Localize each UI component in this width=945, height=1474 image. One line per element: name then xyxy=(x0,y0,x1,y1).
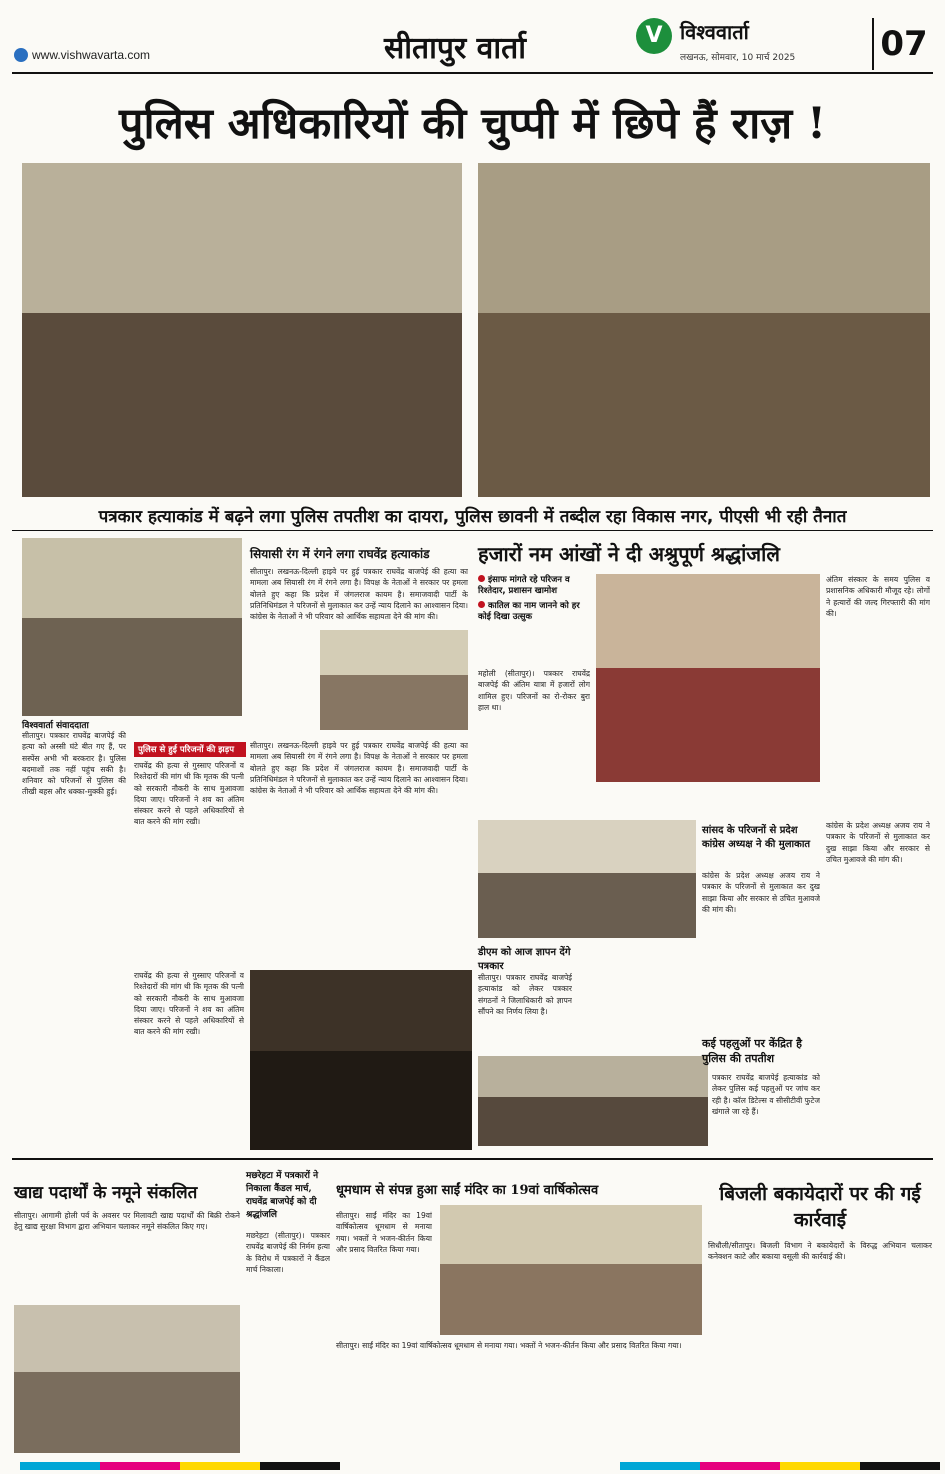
story4-headline: सांसद के परिजनों से प्रदेश कांग्रेस अध्यक्ष ने की मुलाकात xyxy=(702,825,811,850)
story2-body-top: सीतापुर। लखनऊ-दिल्ली हाइवे पर हुई पत्रकार राघवेंद्र बाजपेई की हत्या का मामला अब सियासी रंग में रंगने लगा है। विपक्ष के नेताओं ने सरकार पर हमला बोलते हुए कहा कि प्रदेश में जंगलराज कायम है। समाजवादी पार्टी के प्रतिनिधिमंडल ने परिजनों से मुलाकात कर उन्हें न्याय दिलाने का आश्वासन दिया। कांग्रेस के नेताओं ने भी परिवार को आर्थिक सहायता देने की मांग की। xyxy=(250,567,468,622)
registration-mark xyxy=(100,1462,180,1470)
story4-photo xyxy=(478,820,696,938)
story1-photo xyxy=(22,538,242,716)
story2-body: सीतापुर। लखनऊ-दिल्ली हाइवे पर हुई पत्रकार राघवेंद्र बाजपेई की हत्या का मामला अब सियासी रंग में रंगने लगा है। विपक्ष के नेताओं ने सरकार पर हमला बोलते हुए कहा कि प्रदेश में जंगलराज कायम है। समाजवादी पार्टी के प्रतिनिधिमंडल ने परिजनों से मुलाकात कर उन्हें न्याय दिलाने का आश्वासन दिया। कांग्रेस के नेताओं ने भी परिवार को आर्थिक सहायता देने की मांग की। xyxy=(250,741,468,796)
registration-mark xyxy=(620,1462,700,1470)
lead-caption: पत्रकार हत्याकांड में बढ़ने लगा पुलिस तपतीश का दायरा, पुलिस छावनी में तब्दील रहा विकास नगर, पीएसी भी रही तैनात xyxy=(98,507,847,527)
story3-bullet: कातिल का नाम जानने को हर कोई दिखा उत्सुक xyxy=(478,601,580,622)
story1-byline: विश्ववार्ता संवाददाता xyxy=(22,721,89,731)
story6-headline: कई पहलुओं पर केंद्रित है पुलिस की तपतीश xyxy=(702,1037,802,1065)
bottom-photo-1 xyxy=(14,1305,240,1453)
story1-sub-banner: पुलिस से हुई परिजनों की झड़प xyxy=(134,742,246,757)
story3-photo xyxy=(596,574,820,782)
caption-rule xyxy=(12,530,933,531)
bullet-icon xyxy=(478,601,485,608)
story4-body: कांग्रेस के प्रदेश अध्यक्ष अजय राय ने पत्रकार के परिजनों से मुलाकात कर दुख साझा किया और सरकार से उचित मुआवजे की मांग की। xyxy=(702,871,820,914)
story6-photo xyxy=(478,1056,708,1146)
bottom-body-3b: सीतापुर। साईं मंदिर का 19वां वार्षिकोत्सव धूमधाम से मनाया गया। भक्तों ने भजन-कीर्तन किया और प्रसाद वितरित किया गया। xyxy=(336,1341,682,1350)
story3-bullet: इंसाफ मांगते रहे परिजन व रिश्तेदार, प्रशासन खामोश xyxy=(478,575,570,596)
story1-body-c: राघवेंद्र की हत्या से गुस्साए परिजनों व रिश्तेदारों की मांग थी कि मृतक की पत्नी को सरकारी नौकरी के साथ मुआवजा दिया जाए। परिजनों ने शव का अंतिम संस्कार करने से पहले अधिकारियों से बात करने की मांग रखी। xyxy=(134,971,244,1037)
page-number: 07 xyxy=(872,18,934,70)
bottom-headline-2: मछरेहटा में पत्रकारों ने निकाला कैंडल मार्च, राघवेंद्र बाजपेई को दी श्रद्धांजलि xyxy=(246,1171,319,1220)
story3-headline: हजारों नम आंखों ने दी अश्रुपूर्ण श्रद्धांजलि xyxy=(478,542,780,566)
globe-icon xyxy=(14,48,28,62)
story4-body-continued: कांग्रेस के प्रदेश अध्यक्ष अजय राय ने पत्रकार के परिजनों से मुलाकात कर दुख साझा किया और सरकार से उचित मुआवजे की मांग की। xyxy=(826,821,930,864)
bottom-rule xyxy=(12,1158,933,1160)
lead-headline: पुलिस अधिकारियों की चुप्पी में छिपे हैं राज़ ! xyxy=(119,99,826,149)
bottom-headline-1: खाद्य पदार्थों के नमूने संकलित xyxy=(14,1183,198,1203)
story5-headline: डीएम को आज ज्ञापन देंगे पत्रकार xyxy=(478,947,571,972)
lead-photo-right xyxy=(478,163,930,497)
bottom-body-1: सीतापुर। आगामी होली पर्व के अवसर पर मिलावटी खाद्य पदार्थों की बिक्री रोकने हेतु खाद्य सुरक्षा विभाग द्वारा अभियान चलाकर नमूने संकलित किए गए। xyxy=(14,1211,240,1232)
registration-mark xyxy=(700,1462,780,1470)
bullet-icon xyxy=(478,575,485,582)
story1-body-b: राघवेंद्र की हत्या से गुस्साए परिजनों व रिश्तेदारों की मांग थी कि मृतक की पत्नी को सरकारी नौकरी के साथ मुआवजा दिया जाए। परिजनों ने शव का अंतिम संस्कार करने से पहले अधिकारियों से बात करने की मांग रखी। xyxy=(134,761,244,827)
bottom-body-4: सिधौली/सीतापुर। बिजली विभाग ने बकायेदारों के विरुद्ध अभियान चलाकर कनेक्शन काटे और बकाया वसूली की कार्रवाई की। xyxy=(708,1241,932,1262)
bottom-headline-4: बिजली बकायेदारों पर की गई कार्रवाई xyxy=(719,1183,921,1231)
lead-photo-left xyxy=(22,163,462,497)
header-rule xyxy=(12,72,933,74)
website-url: www.vishwavarta.com xyxy=(14,48,150,62)
registration-mark xyxy=(780,1462,860,1470)
story5-body: सीतापुर। पत्रकार राघवेंद्र बाजपेई हत्याकांड को लेकर पत्रकार संगठनों ने जिलाधिकारी को ज्ञापन सौंपने का निर्णय लिया है। xyxy=(478,973,572,1016)
story2-headline: सियासी रंग में रंगने लगा राघवेंद्र हत्याकांड xyxy=(250,547,430,561)
paper-name: विश्ववार्ता xyxy=(680,20,749,44)
candle-march-photo xyxy=(250,970,472,1150)
bottom-photo-3 xyxy=(440,1205,702,1335)
bottom-headline-3: धूमधाम से संपन्न हुआ साईं मंदिर का 19वां वार्षिकोत्सव xyxy=(336,1183,599,1198)
story3-body-a: महोली (सीतापुर)। पत्रकार राघवेंद्र बाजपेई की अंतिम यात्रा में हजारों लोग शामिल हुए। परिजनों का रो-रोकर बुरा हाल था। xyxy=(478,669,590,712)
story3-body-b: अंतिम संस्कार के समय पुलिस व प्रशासनिक अधिकारी मौजूद रहे। लोगों ने हत्यारों की जल्द गिरफ्तारी की मांग की। xyxy=(826,575,930,618)
story2-photo xyxy=(320,630,468,730)
registration-mark xyxy=(20,1462,100,1470)
registration-mark xyxy=(260,1462,340,1470)
paper-logo-icon: V xyxy=(636,18,672,54)
bottom-body-3a: सीतापुर। साईं मंदिर का 19वां वार्षिकोत्सव धूमधाम से मनाया गया। भक्तों ने भजन-कीर्तन किया और प्रसाद वितरित किया गया। xyxy=(336,1211,432,1254)
story3-bullets xyxy=(478,574,590,622)
story6-body: पत्रकार राघवेंद्र बाजपेई हत्याकांड को लेकर पुलिस कई पहलुओं पर जांच कर रही है। कॉल डिटेल्स व सीसीटीवी फुटेज खंगाले जा रहे हैं। xyxy=(712,1073,820,1116)
registration-mark xyxy=(860,1462,940,1470)
dateline: लखनऊ, सोमवार, 10 मार्च 2025 xyxy=(680,53,796,63)
story1-body-a: सीतापुर। पत्रकार राघवेंद्र बाजपेई की हत्या को अस्सी घंटे बीत गए हैं, पर सस्पेंस अभी भी बरकरार है। पुलिस बदमाशों तक नहीं पहुंच सकी है। शनिवार को परिजनों से पुलिस की तीखी बहस और धक्का-मुक्की हुई। xyxy=(22,731,126,797)
registration-mark xyxy=(180,1462,260,1470)
section-title: सीतापुर वार्ता xyxy=(384,31,526,66)
bottom-body-2: मछरेहटा (सीतापुर)। पत्रकार राघवेंद्र बाजपेई की निर्मम हत्या के विरोध में पत्रकारों ने कैंडल मार्च निकाला। xyxy=(246,1231,330,1274)
